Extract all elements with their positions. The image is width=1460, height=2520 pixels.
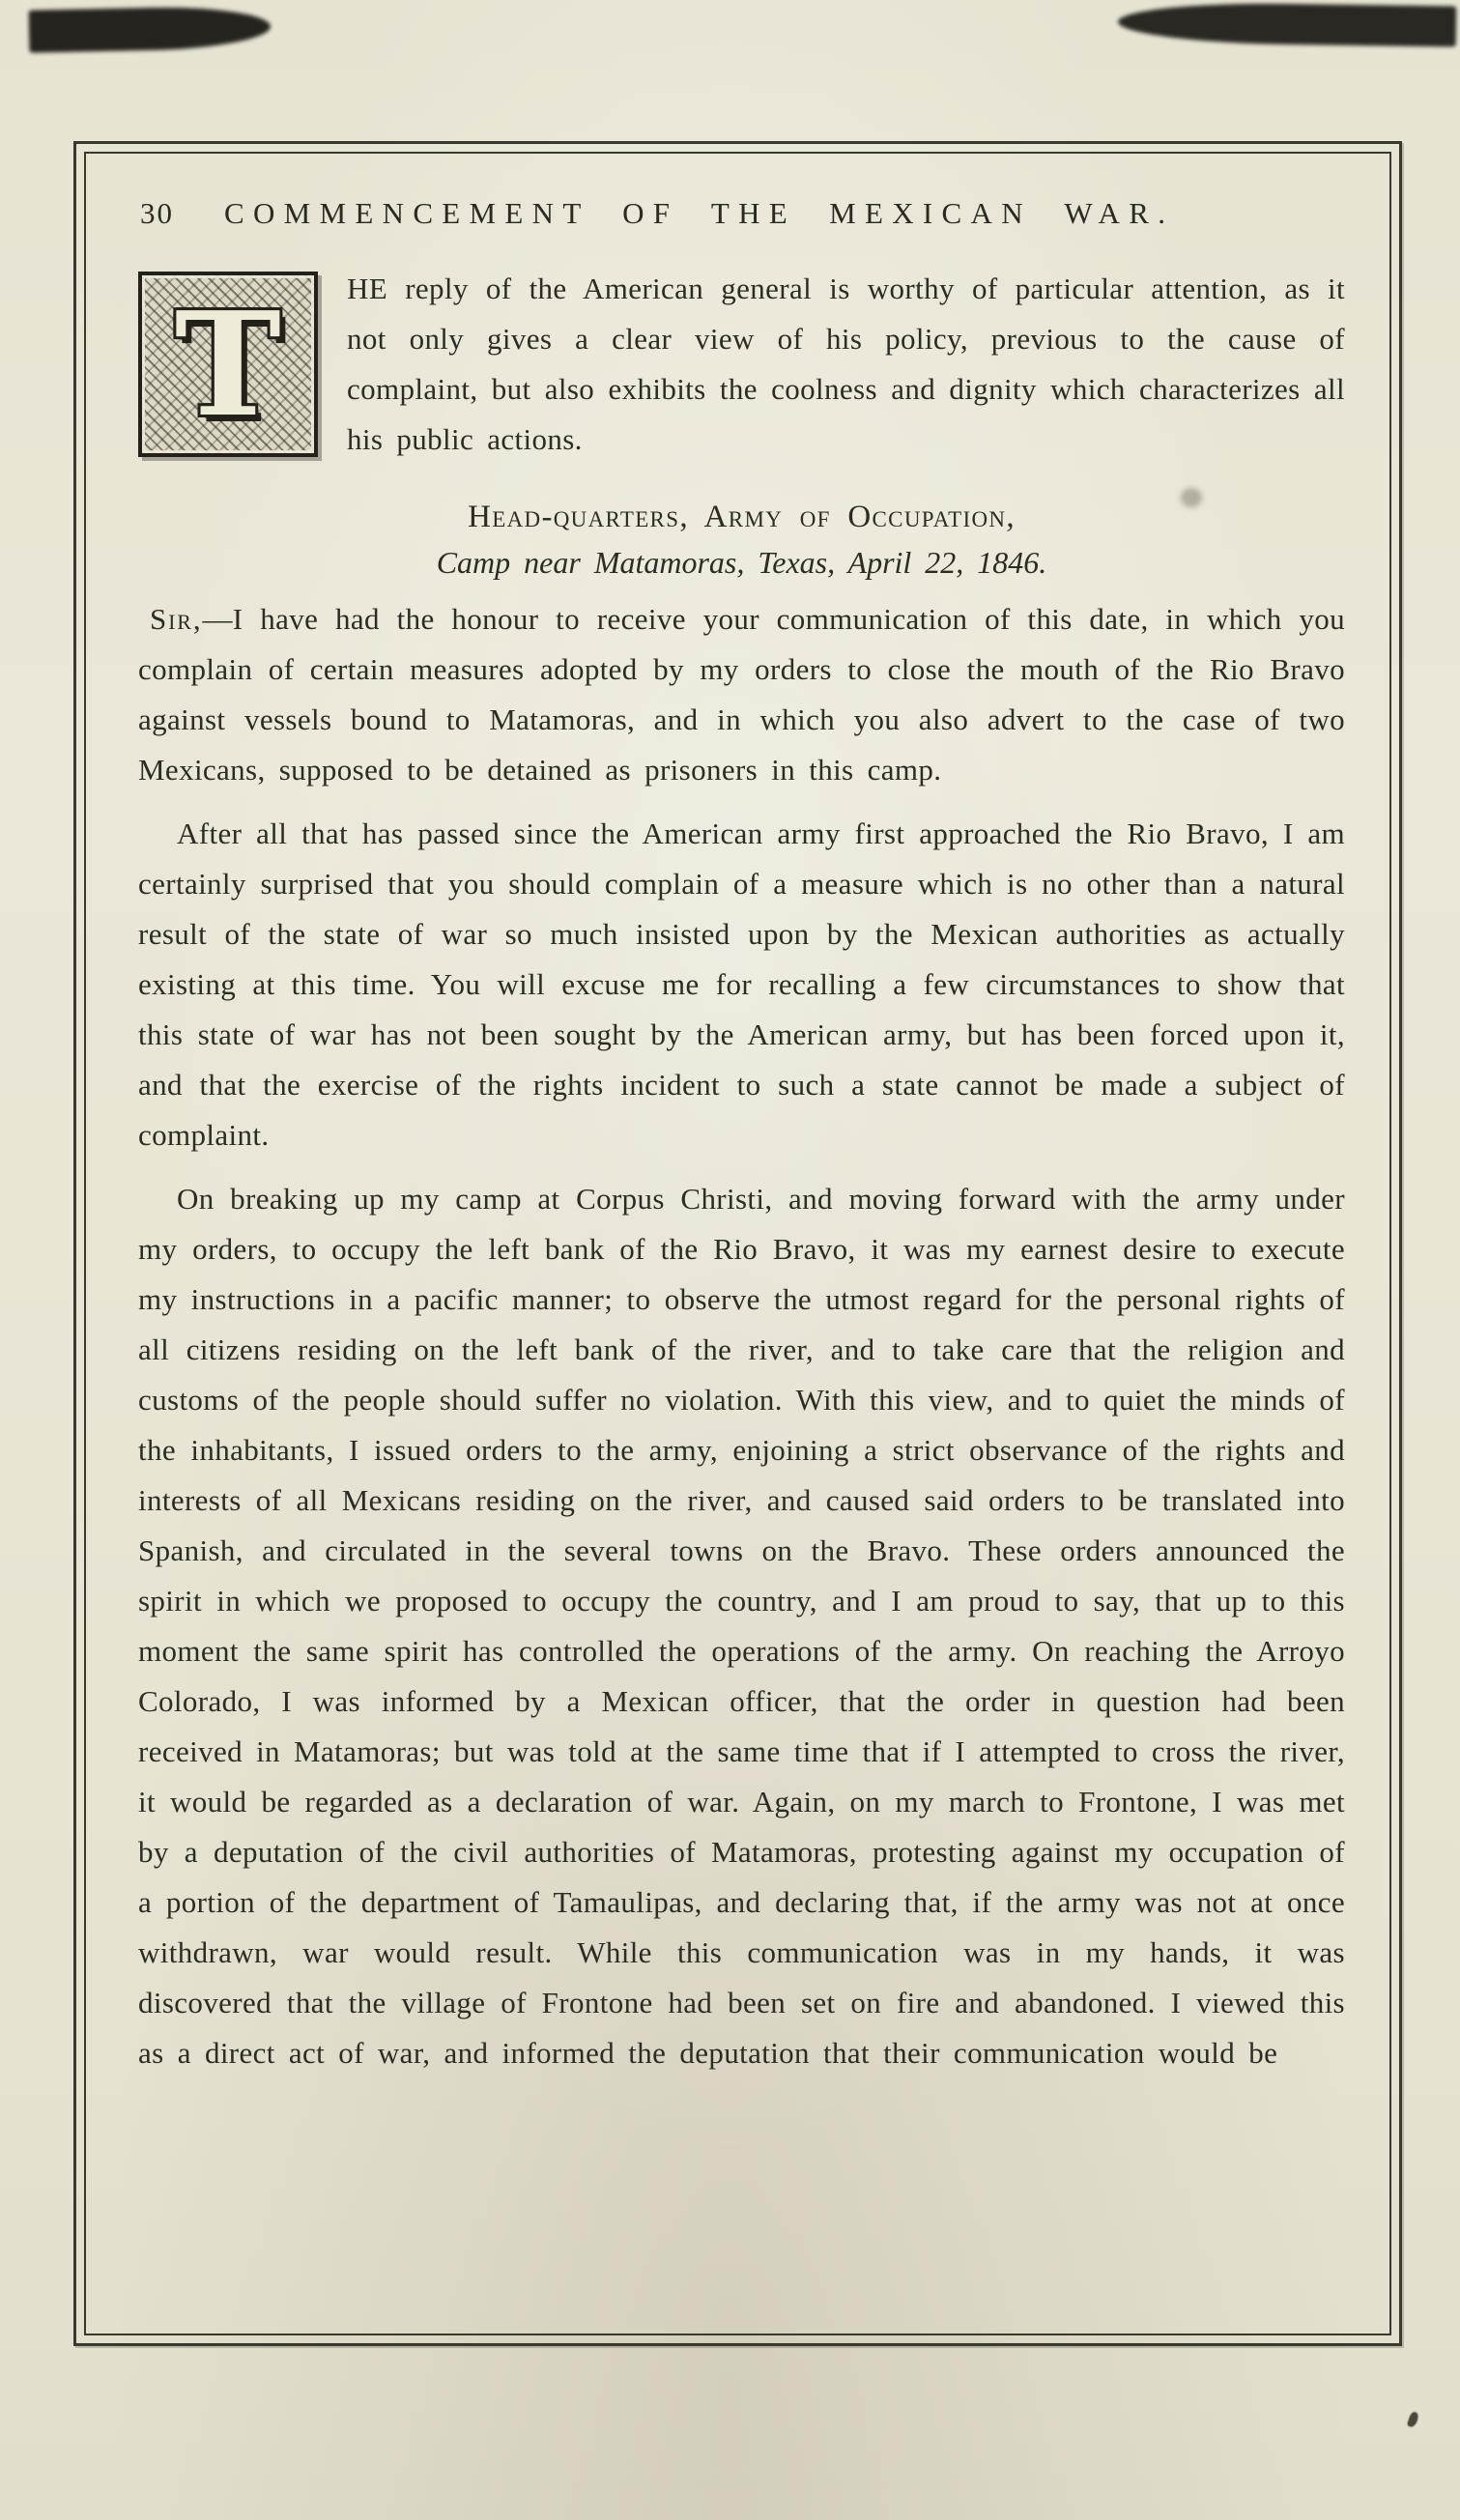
dropcap-letter-T: T [174,280,282,448]
letter-paragraph: On breaking up my camp at Corpus Christi, and moving forward with the army under my orders, to occupy the left bank of the Rio Bravo, it was my earnest desire to execute my instructions in a pacific manner; to observe the utmost regard for the personal rights of all citizens residing on the left bank of the river, and to take care that the religion and customs of the people should suffer no violation. With this view, and to quiet the minds of the inhabitants, I issued orders to the army, enjoining a strict observance of the rights and interests of all Mexicans residing on the river, and caused said orders to be translated into Spanish, and circulated in the several towns on the Bravo. These orders announced the spirit in which we proposed to occupy the country, and I am proud to say, that up to this moment the same spirit has controlled the operations of the army. On reaching the Arroyo Colorado, I was informed by a Mexican officer, that the order in question had been received in Matamoras; but was told at the same time that if I attempted to cross the river, it would be regarded as a declaration of war. Again, on my march to Frontone, I was met by a deputation of the civil authorities of Matamoras, protesting against my occupation of a portion of the department of Tamaulipas, and declaring that, if the army was not at once withdrawn, war would result. While this communication was in my hands, it was discovered that the village of Frontone had been set on fire and abandoned. I viewed this as a direct act of war, and informed the deputation that their communication would be [138,1182,1345,2070]
dropcap-initial-block [138,272,318,457]
letter-paragraph-text: —I have had the honour to receive your communication of this date, in which you complain of certain measures adopted by my orders to close the mouth of the Rio Bravo against vessels bound to Matamoras, and in which you also advert to the case of two Mexicans, supposed to be detained as prisoners in this camp. [138,602,1345,787]
running-header [140,196,1345,231]
page-number: 30 [140,196,174,230]
letter-heading-organization: Head-quarters, Army of Occupation, [468,500,1016,534]
letter-salutation: Sir, [150,602,203,636]
letter-paragraph: After all that has passed since the American army first approached the Rio Bravo, I am certainly surprised that you should complain of a measure which is no other than a natural result of the state of war so much insisted upon by the Mexican authorities as actually existing at this time. You will excuse me for recalling a few circumstances to show that this state of war has not been sought by the American army, but has been forced upon it, and that the exercise of the rights incident to such a state cannot be made a subject of complaint. [138,816,1345,1152]
scan-artifact-top-right [1118,2,1457,47]
opening-paragraph [138,264,1345,465]
scan-artifact-bottom-right [1407,2411,1420,2428]
running-title: COMMENCEMENT OF THE MEXICAN WAR. [224,196,1175,230]
opening-paragraph-text: HE reply of the American general is worthy of particular attention, as it not only gives a clear view of his policy, previous to the cause of complaint, but also exhibits the coolness and dignity which characterizes all his public actions. [347,272,1345,456]
letter-heading-dateline: Camp near Matamoras, Texas, April 22, 1846. [436,545,1047,580]
scan-artifact-top-left [29,5,272,52]
page-frame-inner-rule [84,152,1391,2335]
page-frame-outer-rule [73,141,1402,2346]
letter-paragraph [138,594,1345,795]
letter-heading [138,500,1345,581]
